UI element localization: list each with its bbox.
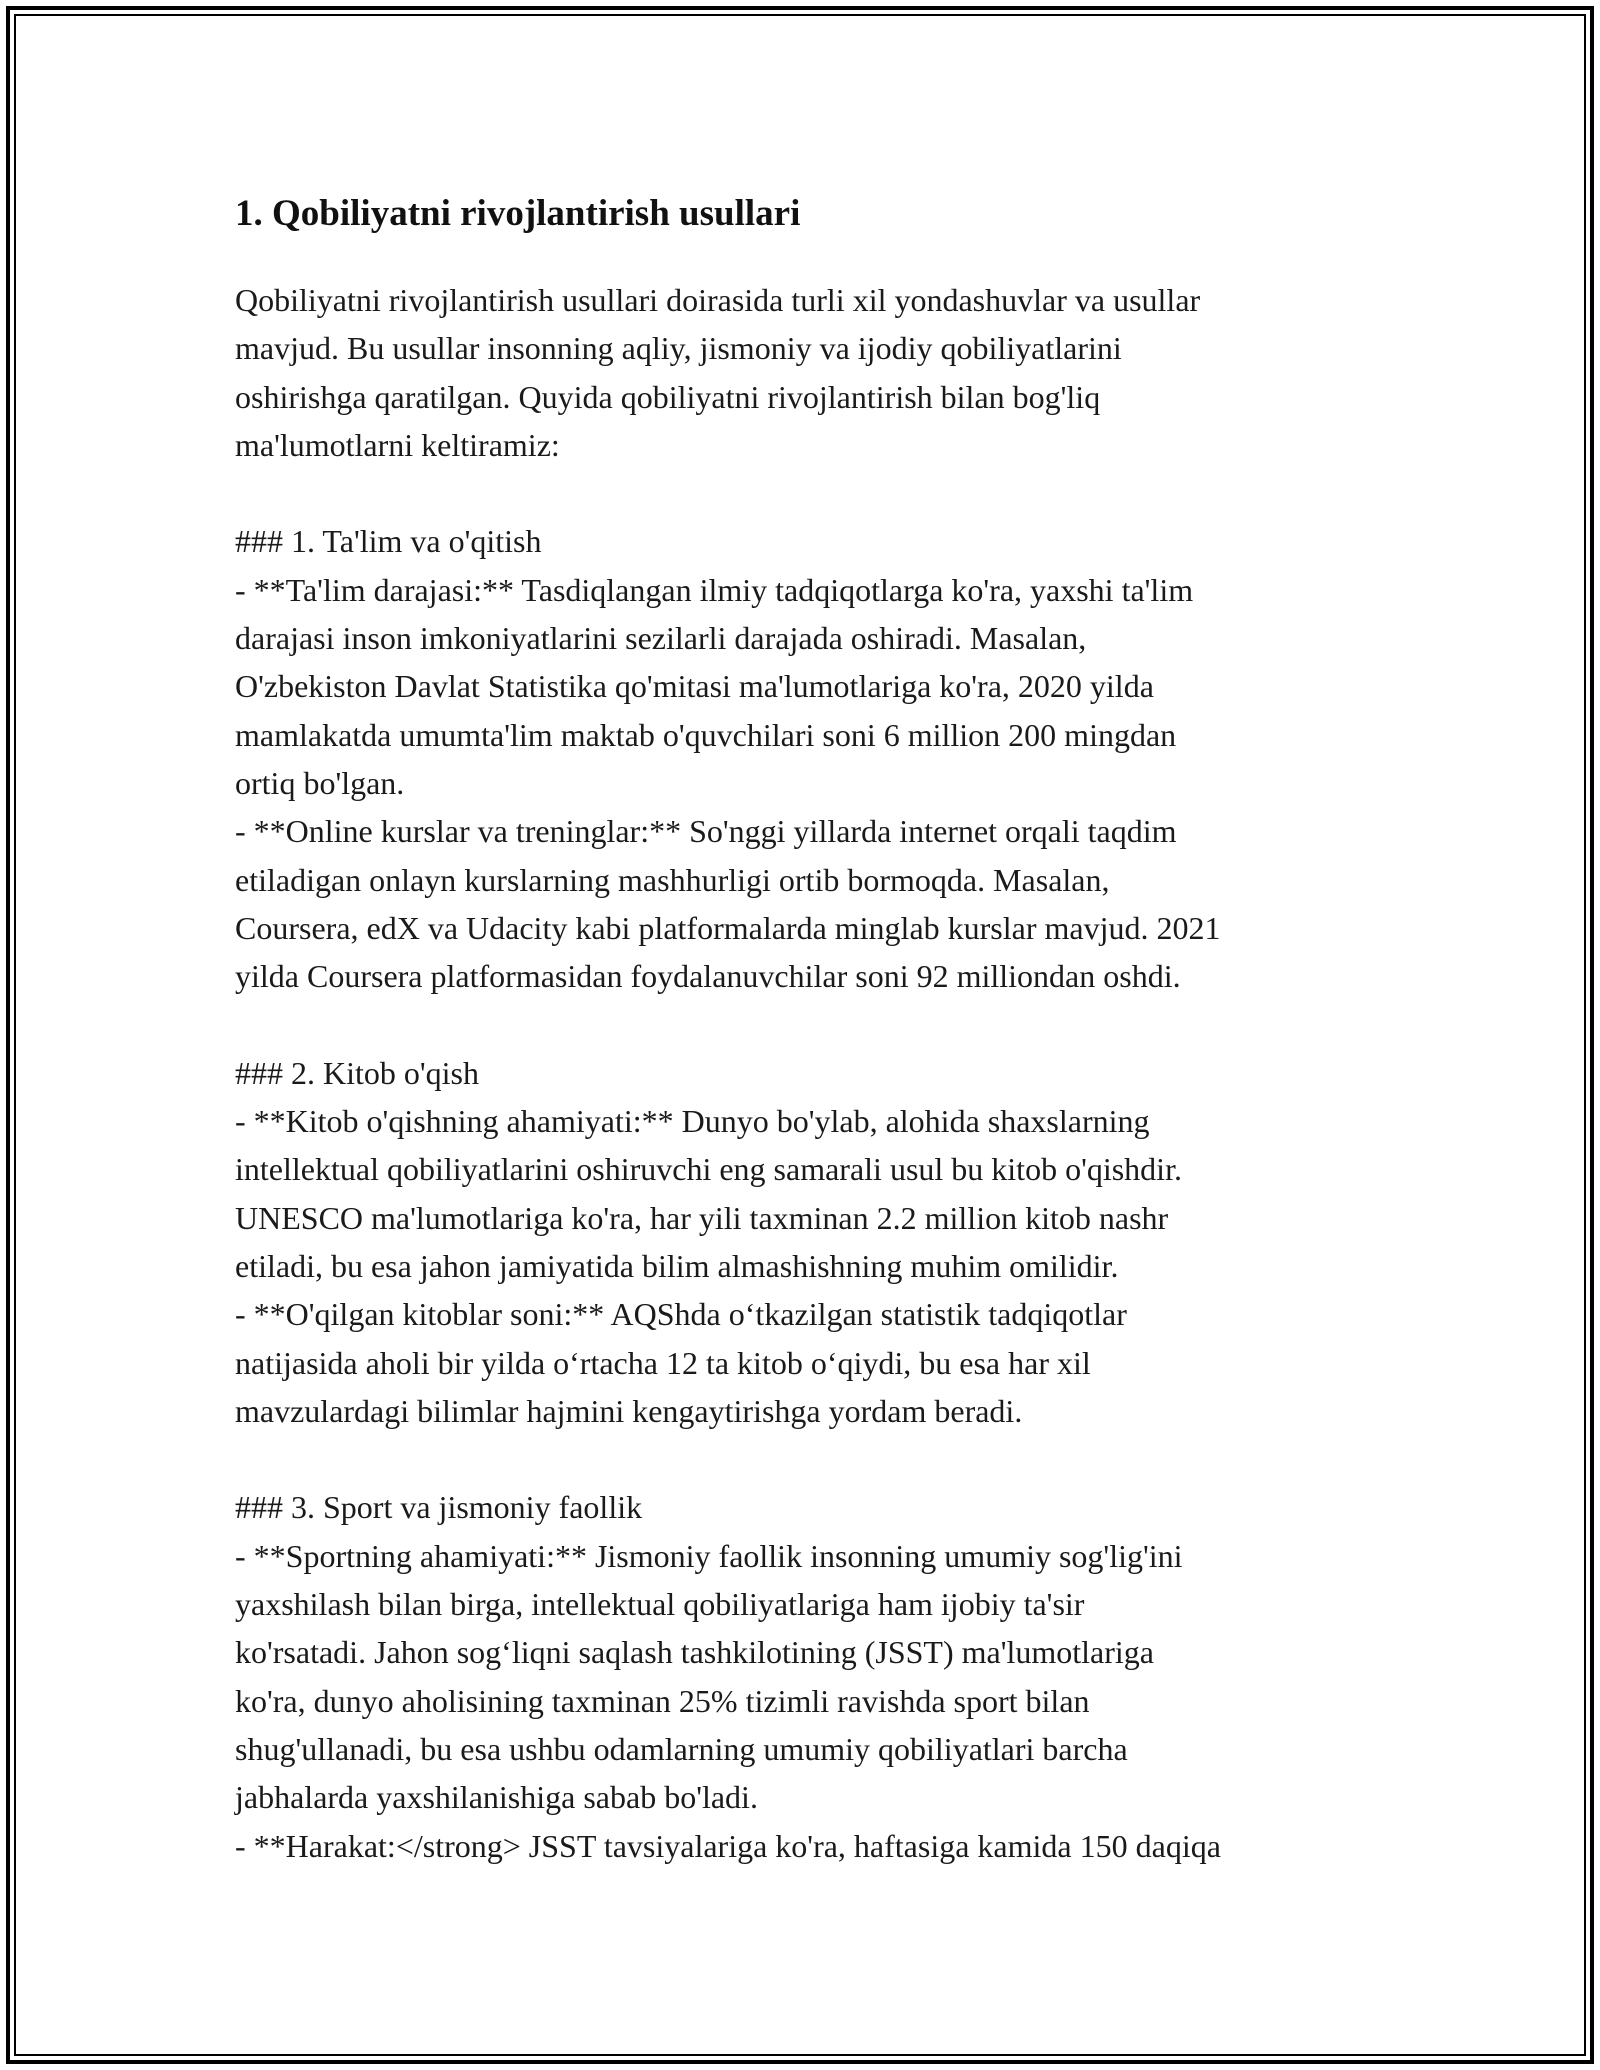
text-line: shug'ullanadi, bu esa ushbu odamlarning umumiy qobiliyatlari barcha [235, 1730, 1128, 1767]
blank-line [235, 1435, 1395, 1483]
text-line: UNESCO ma'lumotlariga ko'ra, har yili taxminan 2.2 million kitob nashr [235, 1199, 1169, 1236]
text-line: - **Sportning ahamiyati:** Jismoniy faollik insonning umumiy sog'lig'ini [235, 1537, 1183, 1574]
document-text [235, 276, 1395, 1870]
text-line: - **Kitob o'qishning ahamiyati:** Dunyo bo'ylab, alohida shaxslarning [235, 1103, 1150, 1140]
section-heading-line: ### 2. Kitob o'qish [235, 1054, 479, 1091]
text-line: mavjud. Bu usullar insonning aqliy, jismoniy va ijodiy qobiliyatlarini [235, 330, 1122, 367]
document-title: 1. Qobiliyatni rivojlantirish usullari [235, 193, 801, 234]
section-heading-line: ### 3. Sport va jismoniy faollik [235, 1489, 643, 1526]
text-line: mamlakatda umumta'lim maktab o'quvchilari soni 6 million 200 mingdan [235, 716, 1177, 753]
text-line: mavzulardagi bilimlar hajmini kengaytirishga yordam beradi. [235, 1392, 1023, 1429]
text-line: - **Online kurslar va treninglar:** So'nggi yillarda internet orqali taqdim [235, 813, 1177, 850]
text-line: jabhalarda yaxshilanishiga sabab bo'ladi. [235, 1779, 758, 1816]
text-line: ma'lumotlarni keltiramiz: [235, 426, 560, 463]
text-line: darajasi inson imkoniyatlarini sezilarli darajada oshiradi. Masalan, [235, 620, 1087, 657]
text-line: etiladigan onlayn kurslarning mashhurligi ortib bormoqda. Masalan, [235, 861, 1110, 898]
text-line: ortiq bo'lgan. [235, 764, 405, 801]
text-line: Qobiliyatni rivojlantirish usullari doirasida turli xil yondashuvlar va usullar [235, 282, 1201, 318]
section-heading-line: ### 1. Ta'lim va o'qitish [235, 523, 542, 560]
blank-line [235, 469, 1395, 517]
text-line: oshirishga qaratilgan. Quyida qobiliyatni rivojlantirish bilan bog'liq [235, 378, 1101, 415]
text-line: - **Harakat:</strong> JSST tavsiyalariga ko'ra, haftasiga kamida 150 daqiqa [235, 1827, 1221, 1864]
text-line: yaxshilash bilan birga, intellektual qobiliyatlariga ham ijobiy ta'sir [235, 1586, 1085, 1623]
text-line: natijasida aholi bir yilda o‘rtacha 12 ta kitob o‘qiydi, bu esa har xil [235, 1344, 1091, 1381]
text-line: - **Ta'lim darajasi:** Tasdiqlangan ilmiy tadqiqotlarga ko'ra, yaxshi ta'lim [235, 571, 1194, 608]
text-line: Coursera, edX va Udacity kabi platformalarda minglab kurslar mavjud. 2021 [235, 909, 1221, 946]
text-line: - **O'qilgan kitoblar soni:** AQShda o‘tkazilgan statistik tadqiqotlar [235, 1296, 1127, 1333]
text-line: O'zbekiston Davlat Statistika qo'mitasi ma'lumotlariga ko'ra, 2020 yilda [235, 668, 1154, 705]
text-line: etiladi, bu esa jahon jamiyatida bilim almashishning muhim omilidir. [235, 1247, 1119, 1284]
blank-line [235, 1000, 1395, 1048]
document-body [235, 184, 1395, 1870]
text-line: ko'ra, dunyo aholisining taxminan 25% tizimli ravishda sport bilan [235, 1682, 1090, 1719]
text-line: intellektual qobiliyatlarini oshiruvchi eng samarali usul bu kitob o'qishdir. [235, 1151, 1182, 1188]
text-line: ko'rsatadi. Jahon sog‘liqni saqlash tashkilotining (JSST) ma'lumotlariga [235, 1634, 1154, 1671]
text-line: yilda Coursera platformasidan foydalanuvchilar soni 92 milliondan oshdi. [235, 958, 1181, 995]
